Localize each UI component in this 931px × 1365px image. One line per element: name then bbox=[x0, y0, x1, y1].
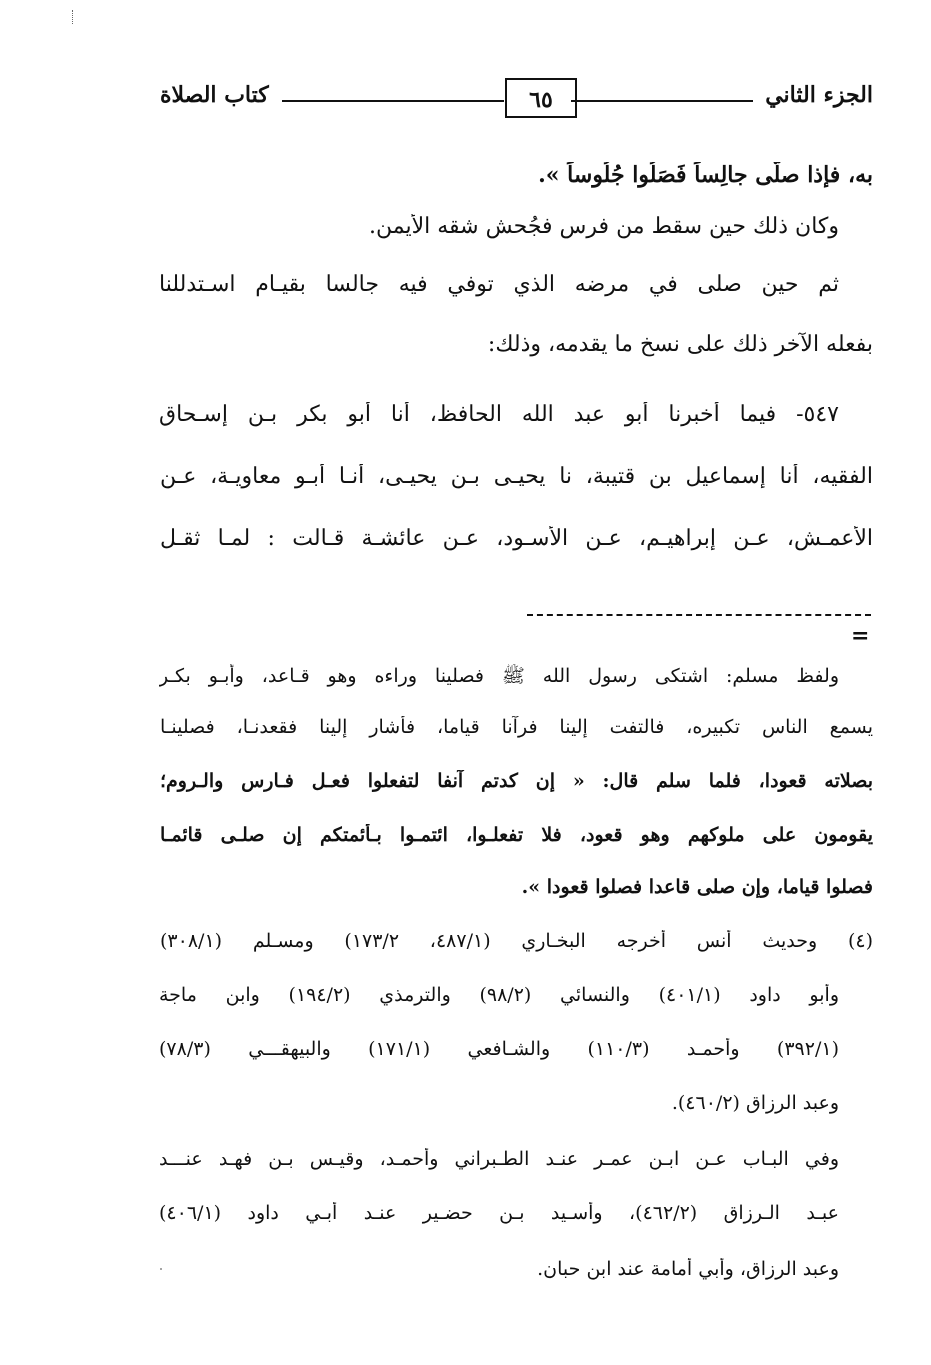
footnote-line-1: ولفظ مسلم: اشتكى رسول الله ﷺ فصلينا وراءه وهو قـاعد، وأبـو بكـر bbox=[159, 665, 839, 687]
footnote-line-5: فصلوا قياما، وإن صلى قاعدا فصلوا قعودا ». bbox=[521, 876, 873, 898]
main-line-4: بفعله الآخر ذلك على نسخ ما يقدمه، وذلك: bbox=[487, 332, 873, 357]
footnote-divider bbox=[527, 614, 871, 616]
footnote-line-7: وأبو داود (٤٠١/١) والنسائي (٩٨/٢) والترمذي (١٩٤/٢) وابن ماجة bbox=[159, 984, 839, 1006]
header-rule-right bbox=[571, 100, 753, 102]
running-header bbox=[160, 78, 873, 122]
footnote-line-12: وعبد الرزاق، وأبي أمامة عند ابن حبان. bbox=[537, 1258, 839, 1280]
footnote-line-9: وعبد الرزاق (٤٦٠/٢). bbox=[671, 1092, 839, 1114]
footnote-continued-mark: = bbox=[851, 623, 870, 649]
part-title: الجزء الثاني bbox=[765, 82, 873, 108]
footnote-line-3: بصلاته قعودا، فلما سلم قال: « إن كدتم آنفا لتفعلوا فعـل فـارس والـروم؛ bbox=[160, 770, 873, 792]
main-line-6: الفقيه، أنا إسماعيل بن قتيبة، نا يحيـى بـن يحيـى، أنـا أبـو معاويـة، عـن bbox=[160, 464, 873, 489]
page-number: ٦٥ bbox=[505, 78, 577, 118]
footnote-line-8: (٣٩٢/١) وأحمـد (١١٠/٣) والشـافعي (١٧١/١) والبيهقـــي (٧٨/٣) bbox=[159, 1038, 839, 1060]
footnote-line-6: (٤) وحديث أنس أخرجه البخـاري (٤٨٧/١، ١٧٣/٢) ومسـلم (٣٠٨/١) bbox=[160, 930, 873, 952]
footnote-line-4: يقومون على ملوكهم وهو قعود، فلا تفعلـوا، ائتمـوا بـأئمتكم إن صلـى قائمـا bbox=[160, 824, 873, 846]
main-line-1: به، فإذا صلَّى جالِساً فَصَلُوا جُلُوساً ». bbox=[538, 162, 873, 188]
scan-mark bbox=[72, 10, 74, 24]
main-line-7: الأعمـش، عـن إبراهيـم، عـن الأسـود، عـن عائشـة قـالت : لمـا ثقـل bbox=[160, 526, 873, 551]
main-line-5: ٥٤٧- فيما أخبرنا أبو عبد الله الحافظ، أنا أبو بكر بـن إسـحاق bbox=[159, 402, 839, 427]
header-rule-left bbox=[282, 100, 504, 102]
book-title: كتاب الصلاة bbox=[160, 82, 269, 108]
footnote-line-2: يسمع الناس تكبيره، فالتفت إلينا فرآنا قياما، فأشار إلينا فقعدنـا، فصلينـا bbox=[160, 716, 873, 738]
main-line-3: ثم حين صلى في مرضه الذي توفي فيه جالسا بقيـام اسـتدللنا bbox=[159, 272, 839, 297]
main-line-2: وكان ذلك حين سقط من فرس فجُحش شقه الأيمن. bbox=[369, 214, 839, 239]
footnote-line-10: وفي البـاب عـن ابـن عمـر عنـد الطـبراني وأحمـد، وقيـس بـن فهـد عنـــد bbox=[159, 1148, 839, 1170]
footnote-line-11: عبـد الـرزاق (٤٦٢/٢)، وأسـيد بـن حضـير عنـد أبـي داود (٤٠٦/١) bbox=[159, 1202, 839, 1224]
